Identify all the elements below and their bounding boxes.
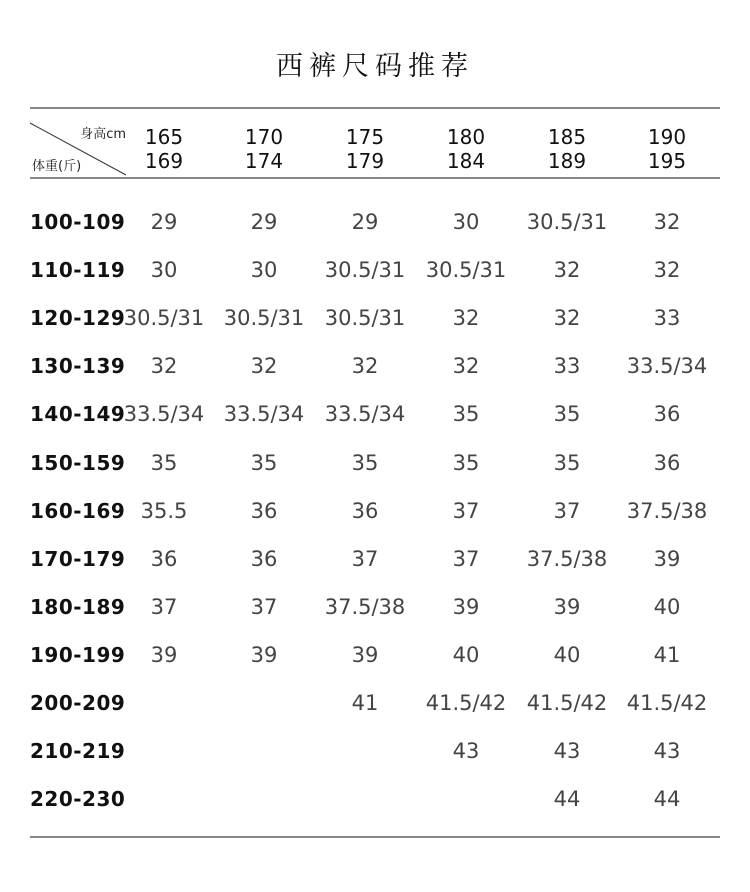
- size-cell: 32: [653, 258, 681, 282]
- weight-range-label: 160-169: [30, 499, 126, 523]
- size-cell: 39: [351, 643, 379, 667]
- size-cell: 35: [452, 402, 480, 426]
- table-row: [0, 250, 750, 290]
- table-top-rule: [30, 107, 720, 109]
- corner-header: [30, 109, 126, 177]
- size-cell: 30: [452, 210, 480, 234]
- size-cell: 35: [351, 451, 379, 475]
- size-cell: 37.5/38: [324, 595, 406, 619]
- size-cell: 35: [452, 451, 480, 475]
- weight-range-label: 110-119: [30, 258, 126, 282]
- size-cell: 32: [452, 306, 480, 330]
- height-axis-label: 身高cm: [80, 127, 126, 142]
- table-header-rule: [30, 177, 720, 179]
- size-cell: 43: [452, 739, 480, 763]
- size-cell: 37.5/38: [626, 499, 708, 523]
- size-cell: 33.5/34: [324, 402, 406, 426]
- size-cell: 30.5/31: [526, 210, 608, 234]
- size-cell: 32: [351, 354, 379, 378]
- column-header-top: 175: [345, 125, 385, 149]
- size-cell: 35: [150, 451, 178, 475]
- weight-axis-label: 体重(斤): [32, 159, 82, 174]
- column-header-bottom: 184: [446, 149, 486, 173]
- size-cell: 41.5/42: [425, 691, 507, 715]
- size-cell: 37: [150, 595, 178, 619]
- size-cell: 36: [351, 499, 379, 523]
- size-cell: 37: [250, 595, 278, 619]
- size-cell: 30.5/31: [324, 306, 406, 330]
- size-cell: 32: [150, 354, 178, 378]
- size-cell: 36: [653, 451, 681, 475]
- size-cell: 33.5/34: [123, 402, 205, 426]
- size-cell: 35.5: [140, 499, 188, 523]
- size-cell: 30: [250, 258, 278, 282]
- weight-range-label: 140-149: [30, 402, 126, 426]
- size-cell: 36: [250, 499, 278, 523]
- size-cell: 33.5/34: [626, 354, 708, 378]
- size-cell: 43: [653, 739, 681, 763]
- table-row: [0, 731, 750, 771]
- column-header-bottom: 189: [547, 149, 587, 173]
- size-cell: 36: [653, 402, 681, 426]
- table-row: [0, 202, 750, 242]
- size-cell: 32: [452, 354, 480, 378]
- page-title: 西裤尺码推荐: [276, 51, 474, 82]
- table-row: [0, 587, 750, 627]
- weight-range-label: 210-219: [30, 739, 126, 763]
- size-cell: 29: [250, 210, 278, 234]
- size-cell: 37: [351, 547, 379, 571]
- size-cell: 37.5/38: [526, 547, 608, 571]
- size-cell: 32: [553, 258, 581, 282]
- column-header-bottom: 179: [345, 149, 385, 173]
- size-cell: 40: [653, 595, 681, 619]
- size-cell: 37: [452, 499, 480, 523]
- table-row: [0, 443, 750, 483]
- size-cell: 35: [250, 451, 278, 475]
- size-cell: 39: [250, 643, 278, 667]
- column-header: [617, 125, 717, 173]
- table-row: [0, 779, 750, 819]
- size-cell: 36: [250, 547, 278, 571]
- table-row: [0, 394, 750, 434]
- size-cell: 32: [653, 210, 681, 234]
- size-cell: 37: [452, 547, 480, 571]
- column-header-bottom: 174: [244, 149, 284, 173]
- size-cell: 35: [553, 451, 581, 475]
- size-cell: 37: [553, 499, 581, 523]
- column-header-top: 185: [547, 125, 587, 149]
- size-cell: 33: [653, 306, 681, 330]
- size-cell: 40: [452, 643, 480, 667]
- size-cell: 39: [150, 643, 178, 667]
- table-row: [0, 491, 750, 531]
- weight-range-label: 220-230: [30, 787, 126, 811]
- column-header-top: 190: [647, 125, 687, 149]
- size-cell: 30.5/31: [324, 258, 406, 282]
- size-cell: 29: [351, 210, 379, 234]
- size-cell: 39: [553, 595, 581, 619]
- size-cell: 39: [452, 595, 480, 619]
- column-header-top: 165: [144, 125, 184, 149]
- weight-range-label: 170-179: [30, 547, 126, 571]
- column-header: [315, 125, 415, 173]
- size-cell: 30.5/31: [223, 306, 305, 330]
- size-cell: 36: [150, 547, 178, 571]
- size-cell: 39: [653, 547, 681, 571]
- size-cell: 44: [653, 787, 681, 811]
- weight-range-label: 200-209: [30, 691, 126, 715]
- table-row: [0, 683, 750, 723]
- weight-range-label: 100-109: [30, 210, 126, 234]
- column-header: [114, 125, 214, 173]
- size-cell: 33: [553, 354, 581, 378]
- size-cell: 41.5/42: [626, 691, 708, 715]
- weight-range-label: 150-159: [30, 451, 126, 475]
- column-header-top: 170: [244, 125, 284, 149]
- size-cell: 30: [150, 258, 178, 282]
- size-cell: 41: [653, 643, 681, 667]
- size-cell: 29: [150, 210, 178, 234]
- column-header: [517, 125, 617, 173]
- size-cell: 35: [553, 402, 581, 426]
- size-cell: 44: [553, 787, 581, 811]
- column-header: [416, 125, 516, 173]
- table-row: [0, 346, 750, 386]
- table-row: [0, 298, 750, 338]
- table-bottom-rule: [30, 836, 720, 838]
- weight-range-label: 180-189: [30, 595, 126, 619]
- size-cell: 30.5/31: [123, 306, 205, 330]
- size-cell: 40: [553, 643, 581, 667]
- column-header-top: 180: [446, 125, 486, 149]
- table-row: [0, 539, 750, 579]
- table-row: [0, 635, 750, 675]
- size-cell: 32: [553, 306, 581, 330]
- size-cell: 30.5/31: [425, 258, 507, 282]
- weight-range-label: 190-199: [30, 643, 126, 667]
- size-cell: 41.5/42: [526, 691, 608, 715]
- column-header: [214, 125, 314, 173]
- size-cell: 33.5/34: [223, 402, 305, 426]
- size-cell: 41: [351, 691, 379, 715]
- size-cell: 43: [553, 739, 581, 763]
- weight-range-label: 130-139: [30, 354, 126, 378]
- column-header-bottom: 169: [144, 149, 184, 173]
- weight-range-label: 120-129: [30, 306, 126, 330]
- size-cell: 32: [250, 354, 278, 378]
- column-header-bottom: 195: [647, 149, 687, 173]
